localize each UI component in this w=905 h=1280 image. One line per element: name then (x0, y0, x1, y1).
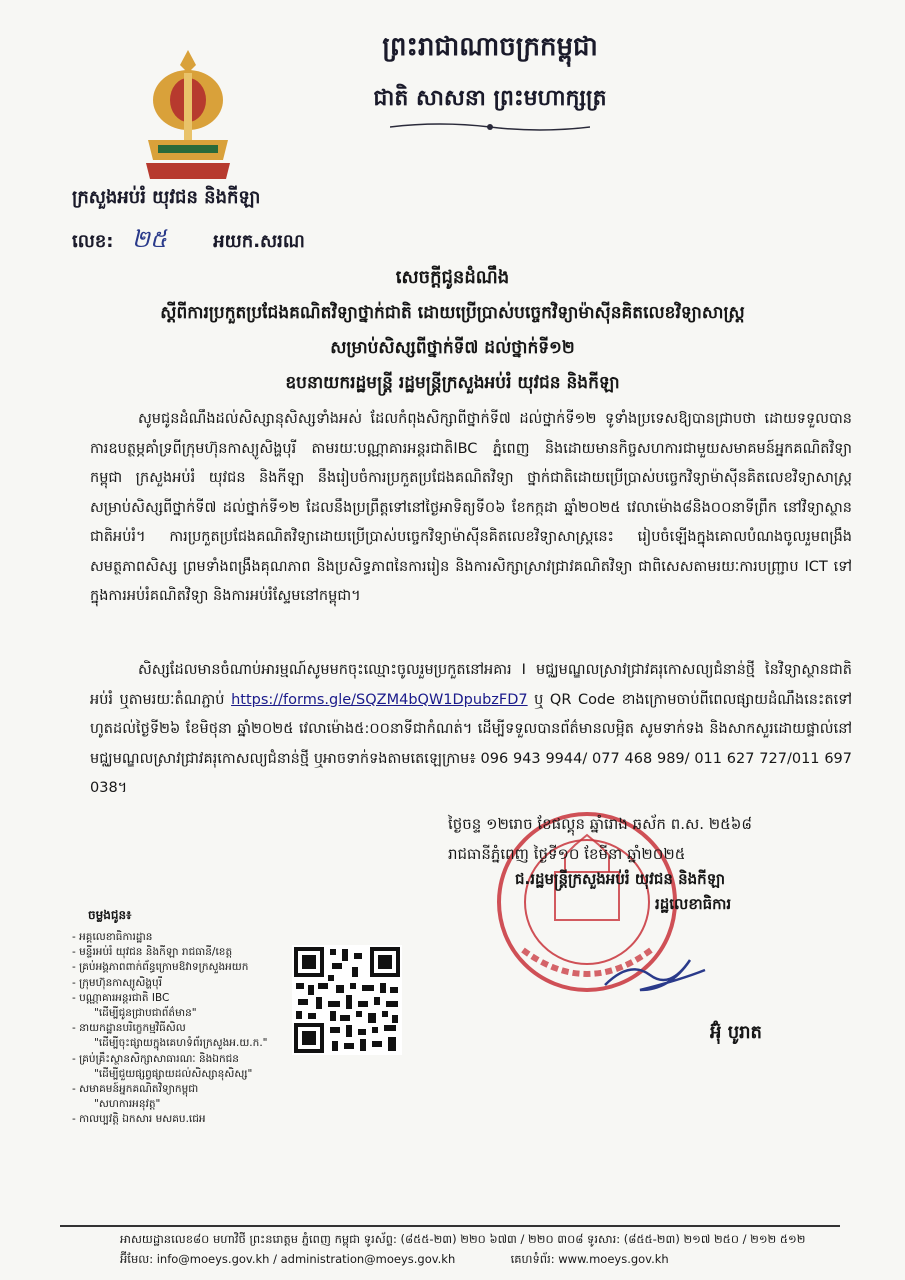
cc-item: - គ្រប់គ្រឹះស្ថានសិក្សាសាធារណៈ និងឯកជន (72, 1052, 239, 1065)
footer-contact (120, 1252, 669, 1269)
notice-heading: សេចក្ដីជូនដំណឹង (395, 267, 510, 288)
cc-item: "សហការអនុវត្ត" (94, 1098, 161, 1111)
footer-address: អាសយដ្ឋានលេខ៨០ មហាវិថី ព្រះនរោត្តម ភ្នំពេញ កម្ពុជា ទូរស័ព្ទ: (៨៥៥-២៣) ២២០ ៦៧៣ / ២២០ ៣០៨ ទូរសារ: (៨៥៥-២៣) ២១៧ ២៥០ / ២១២ ៥១២ (120, 1232, 806, 1246)
cc-item: - មន្ទីរអប់រំ យុវជន និងកីឡា រាជធានី/ខេត្ត (72, 946, 233, 959)
signatory-name: អ៊ុំ បូរាត (710, 1022, 762, 1043)
signatory-title: រដ្ឋលេខាធិការ (655, 895, 732, 913)
cc-item: - អគ្គលេខាធិការដ្ឋាន (72, 931, 153, 943)
handwritten-signature (600, 940, 710, 1000)
paragraph2-text-before: សិស្សដែលមានចំណាប់អារម្មណ៍សូមមកចុះឈ្មោះចូលរួមប្រកួតនៅអគារ I មជ្ឈមណ្ឌលស្រាវជ្រាវគរុកោសល្យជំនាន់ថ្មី នៃវិទ្យាស្ថានជាតិអប់រំ ឬតាមរយៈតំណភ្ជាប់ (90, 662, 852, 708)
cc-heading: ចម្លងជូន៖ (88, 908, 132, 922)
kingdom-name: ព្រះរាជាណាចក្រកម្ពុជា (382, 32, 598, 62)
notice-subject: ស្ដីពីការប្រកួតប្រជែងគណិតវិទ្យាថ្នាក់ជាតិ ដោយប្រើប្រាស់បច្ចេកវិទ្យាម៉ាស៊ីនគិតលេខវិទ្យាសាស្ត្រ (160, 303, 745, 323)
footer-emails[interactable]: info@moeys.gov.kh / administration@moeys.gov.kh (156, 1252, 456, 1266)
cc-list (72, 930, 302, 1128)
cc-item: - សមាគមន៍អ្នកគណិតវិទ្យាកម្ពុជា (72, 1083, 199, 1096)
ministry-emblem-logo (138, 45, 238, 185)
ref-number: ២៥ (131, 225, 167, 253)
ref-label: លេខ: (72, 231, 114, 252)
signatory-for-title: ជ.រដ្ឋមន្ត្រីក្រសួងអប់រំ យុវជន និងកីឡា (515, 870, 726, 888)
cc-item: - គ្រប់អង្គភាពពាក់ព័ន្ធក្រោមឱវាទក្រសួងអយក (72, 961, 249, 974)
solar-date: រាជធានីភ្នំពេញ ថ្ងៃទី១០ ខែមីនា ឆ្នាំ២០២៥ (448, 845, 686, 863)
website-label: គេហទំព័រ: (510, 1252, 555, 1266)
cc-item: - ក្រុមហ៊ុនកាស្យូសិង្ហបុរី (72, 976, 163, 989)
footer-divider (60, 1225, 840, 1227)
paragraph2-text-after: ឬ QR Code ខាងក្រោមចាប់ពីពេលផ្សាយដំណឹងនេះតទៅ ហូតដល់ថ្ងៃទី២៦ ខែមិថុនា ឆ្នាំ២០២៥ វេលាម៉ោង៥:០០នាទីជាកំណត់។ ដើម្បីទទួលបានព័ត៌មានលម្អិត សូមទាក់ទង និងសាកសួរដោយផ្ទាល់នៅមជ្ឈមណ្ឌលស្រាវជ្រាវគរុកោសល្យជំនាន់ថ្មី ឬអាចទាក់ទងតាមតេឡេក្រាម៖ 096 943 9944/ 077 468 989/ 011 627 727/011 697 038។ (90, 691, 852, 796)
lunar-date: ថ្ងៃចន្ទ ១២រោច ខែផល្គុន ឆ្នាំរោង ឆស័ក ព.ស. ២៥៦៨ (448, 815, 753, 833)
national-motto: ជាតិ សាសនា ព្រះមហាក្សត្រ (373, 86, 607, 111)
ornament-divider (390, 120, 590, 134)
cc-item: - បណ្ណាគារអន្តរជាតិ IBC (72, 991, 170, 1004)
cc-item: "ដើម្បីជូនជ្រាបជាព័ត៌មាន" (94, 1007, 197, 1020)
issuer-title: ឧបនាយករដ្ឋមន្ត្រី រដ្ឋមន្ត្រីក្រសួងអប់រំ យុវជន និងកីឡា (285, 373, 620, 393)
body-paragraph-2 (90, 656, 852, 804)
qr-code[interactable] (292, 945, 402, 1055)
ref-code: អយក.សរណ (213, 231, 305, 252)
cc-item: "ដើម្បីជួយផ្សព្វផ្សាយដល់សិស្សានុសិស្ស" (94, 1067, 253, 1080)
email-label: អ៊ីមែល: (120, 1252, 154, 1266)
cc-item: "ដើម្បីចុះផ្សាយក្នុងគេហទំព័រក្រសួងអ.យ.ក." (94, 1037, 268, 1050)
body-paragraph-1: សូមជូនដំណឹងដល់សិស្សានុសិស្សទាំងអស់ ដែលកំពុងសិក្សាពីថ្នាក់ទី៧ ដល់ថ្នាក់ទី១២ ទូទាំងប្រទេសឱ្យបានជ្រាបថា ដោយទទួលបានការឧបត្ថម្ភគាំទ្រពីក្រុមហ៊ុនកាស្យូសិង្ហបុរី តាមរយៈបណ្ណាគារអន្តរជាតិIBC ភ្នំពេញ និងដោយមានកិច្ចសហការជាមួយសមាគមន៍អ្នកគណិតវិទ្យាកម្ពុជា ក្រសួងអប់រំ យុវជន និងកីឡា នឹងរៀបចំការប្រកួតប្រជែងគណិតវិទ្យា ថ្នាក់ជាតិដោយប្រើប្រាស់បច្ចេកវិទ្យាម៉ាស៊ីនគិតលេខវិទ្យាសាស្ត្រ សម្រាប់សិស្សពីថ្នាក់ទី៧ ដល់ថ្នាក់ទី១២ ដែលនឹងប្រព្រឹត្តទៅនៅថ្ងៃអាទិត្យទី០៦ ខែកក្កដា ឆ្នាំ២០២៥ វេលាម៉ោង៨និង០០នាទីព្រឹក នៅវិទ្យាស្ថានជាតិអប់រំ។ ការប្រកួតប្រជែងគណិតវិទ្យាដោយប្រើប្រាស់បច្ចេកវិទ្យាម៉ាស៊ីនគិតលេខវិទ្យាសាស្ត្រនេះ រៀបចំឡើងក្នុងគោលបំណងចូលរួមពង្រឹងសមត្ថភាពសិស្ស ព្រមទាំងពង្រឹងគុណភាព និងប្រសិទ្ធភាពនៃការរៀន និងការសិក្សាស្រាវជ្រាវគណិតវិទ្យា ជាពិសេសតាមរយៈការបញ្ជ្រាប ICT ទៅក្នុងការអប់រំគណិតវិទ្យា និងការអប់រំស្ទែមនៅកម្ពុជា។ (90, 411, 852, 604)
reference-number-line (72, 224, 305, 259)
footer-website[interactable]: www.moeys.gov.kh (558, 1252, 669, 1266)
cc-item: - កាលប្បវត្តិ ឯកសារ មសគប.ជេអ (72, 1113, 206, 1126)
ministry-name: ក្រសួងអប់រំ យុវជន និងកីឡា (72, 187, 261, 208)
notice-subject-grades: សម្រាប់សិស្សពីថ្នាក់ទី៧ ដល់ថ្នាក់ទី១២ (330, 338, 575, 358)
cc-item: - នាយកដ្ឋានបរិក្ខេកម្មវិធីសិល (72, 1022, 186, 1035)
registration-link[interactable]: https://forms.gle/SQZM4bQW1DpubzFD7 (231, 691, 528, 708)
